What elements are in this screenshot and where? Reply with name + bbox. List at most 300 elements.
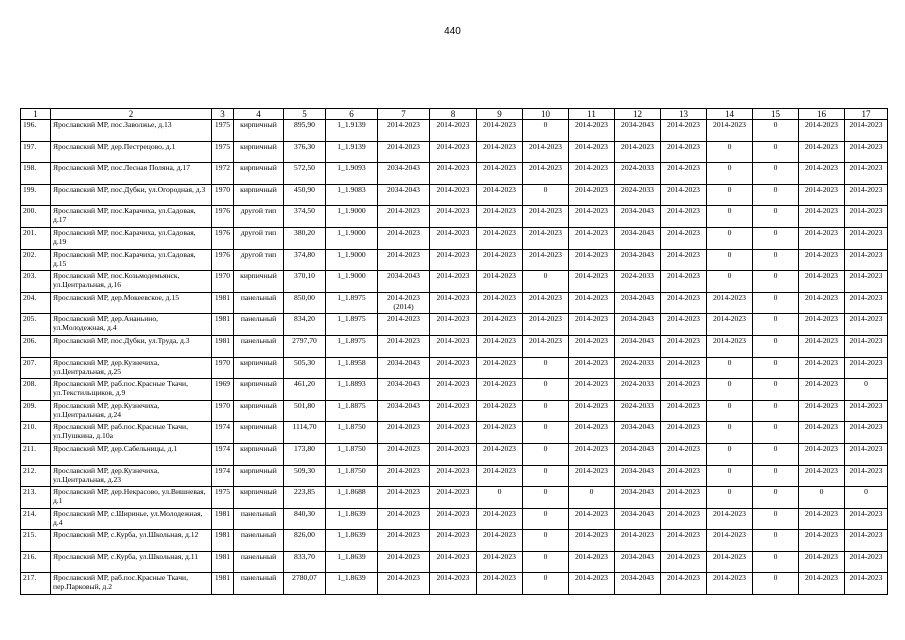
period-cell-col-13: 2014-2023 — [661, 487, 707, 509]
row-number-cell: 213. — [21, 487, 51, 509]
period-cell-col-15: 0 — [753, 314, 799, 336]
period-cell-col-15: 0 — [753, 400, 799, 422]
period-cell-col-17: 2014-2023 — [845, 400, 888, 422]
column-number-10: 10 — [523, 109, 569, 120]
period-cell-col-7: 2014-2023 — [378, 573, 430, 595]
period-cell-col-11: 2014-2023 — [569, 551, 615, 573]
period-cell-col-16: 2014-2023 — [799, 573, 845, 595]
period-cell-col-7: 2014-2023 — [378, 530, 430, 552]
period-cell-col-15: 0 — [753, 184, 799, 206]
row-number-cell: 215. — [21, 530, 51, 552]
year-cell: 1970 — [212, 271, 234, 293]
period-cell-col-8: 2014-2023 — [430, 465, 477, 487]
period-cell-col-8: 2014-2023 — [430, 443, 477, 465]
year-cell: 1975 — [212, 487, 234, 509]
year-cell: 1981 — [212, 314, 234, 336]
wall-material-cell: кирпичный — [234, 184, 284, 206]
period-cell-col-17: 2014-2023 — [845, 271, 888, 293]
period-cell-col-13: 2014-2023 — [661, 465, 707, 487]
period-cell-col-10: 2014-2023 — [523, 249, 569, 271]
area-cell: 505,30 — [284, 357, 326, 379]
period-cell-col-8: 2014-2023 — [430, 487, 477, 509]
period-cell-col-7: 2034-2043 — [378, 271, 430, 293]
period-cell-col-14: 0 — [707, 379, 753, 401]
period-cell-col-10: 2014-2023 — [523, 141, 569, 163]
period-cell-col-15: 0 — [753, 443, 799, 465]
period-cell-col-10: 0 — [523, 271, 569, 293]
table-row — [21, 443, 888, 465]
period-cell-col-11: 2014-2023 — [569, 573, 615, 595]
period-cell-col-11: 2014-2023 — [569, 379, 615, 401]
period-cell-col-16: 2014-2023 — [799, 357, 845, 379]
period-cell-col-13: 2014-2023 — [661, 314, 707, 336]
row-number-cell: 202. — [21, 249, 51, 271]
area-cell: 826,00 — [284, 530, 326, 552]
column-number-6: 6 — [326, 109, 378, 120]
period-cell-col-11: 2014-2023 — [569, 465, 615, 487]
wall-material-cell: кирпичный — [234, 357, 284, 379]
period-cell-col-17: 2014-2023 — [845, 443, 888, 465]
period-cell-col-16: 2014-2023 — [799, 141, 845, 163]
period-cell-col-7: 2034-2043 — [378, 357, 430, 379]
period-cell-col-11: 2014-2023 — [569, 530, 615, 552]
period-cell-col-7: 2014-2023 (2014) — [378, 292, 430, 314]
period-cell-col-9: 2014-2023 — [477, 357, 523, 379]
row-number-cell: 209. — [21, 400, 51, 422]
row-number-cell: 208. — [21, 379, 51, 401]
period-cell-col-10: 0 — [523, 551, 569, 573]
period-cell-col-8: 2014-2023 — [430, 292, 477, 314]
wall-material-cell: другой тип — [234, 227, 284, 249]
period-cell-col-8: 2014-2023 — [430, 227, 477, 249]
period-cell-col-7: 2014-2023 — [378, 487, 430, 509]
table-row — [21, 422, 888, 444]
period-cell-col-12: 2034-2043 — [615, 422, 661, 444]
area-cell: 833,70 — [284, 551, 326, 573]
period-cell-col-13: 2014-2023 — [661, 227, 707, 249]
period-cell-col-7: 2014-2023 — [378, 206, 430, 228]
rating-cell: 1_1.8750 — [326, 422, 378, 444]
column-number-5: 5 — [284, 109, 326, 120]
table-row — [21, 335, 888, 357]
period-cell-col-12: 2034-2043 — [615, 551, 661, 573]
period-cell-col-11: 2014-2023 — [569, 422, 615, 444]
period-cell-col-8: 2014-2023 — [430, 530, 477, 552]
table-row — [21, 487, 888, 509]
period-cell-col-13: 2014-2023 — [661, 508, 707, 530]
period-cell-col-10: 0 — [523, 573, 569, 595]
period-cell-col-7: 2014-2023 — [378, 249, 430, 271]
period-cell-col-7: 2014-2023 — [378, 141, 430, 163]
year-cell: 1970 — [212, 357, 234, 379]
period-cell-col-8: 2014-2023 — [430, 314, 477, 336]
year-cell: 1970 — [212, 400, 234, 422]
period-cell-col-9: 2014-2023 — [477, 163, 523, 185]
wall-material-cell: кирпичный — [234, 120, 284, 142]
rating-cell: 1_1.9139 — [326, 120, 378, 142]
period-cell-col-7: 2034-2043 — [378, 163, 430, 185]
rating-cell: 1_1.8750 — [326, 465, 378, 487]
period-cell-col-10: 0 — [523, 487, 569, 509]
period-cell-col-11: 2014-2023 — [569, 184, 615, 206]
period-cell-col-7: 2034-2043 — [378, 379, 430, 401]
column-number-14: 14 — [707, 109, 753, 120]
period-cell-col-12: 2034-2043 — [615, 120, 661, 142]
period-cell-col-8: 2014-2023 — [430, 120, 477, 142]
period-cell-col-10: 0 — [523, 443, 569, 465]
year-cell: 1969 — [212, 379, 234, 401]
period-cell-col-11: 2014-2023 — [569, 227, 615, 249]
period-cell-col-17: 2014-2023 — [845, 206, 888, 228]
period-cell-col-16: 2014-2023 — [799, 335, 845, 357]
table-row — [21, 551, 888, 573]
period-cell-col-14: 2014-2023 — [707, 120, 753, 142]
period-cell-col-9: 2014-2023 — [477, 551, 523, 573]
wall-material-cell: кирпичный — [234, 400, 284, 422]
period-cell-col-15: 0 — [753, 206, 799, 228]
period-cell-col-12: 2034-2043 — [615, 465, 661, 487]
year-cell: 1981 — [212, 573, 234, 595]
period-cell-col-15: 0 — [753, 465, 799, 487]
period-cell-col-8: 2014-2023 — [430, 573, 477, 595]
year-cell: 1974 — [212, 443, 234, 465]
table-row — [21, 314, 888, 336]
year-cell: 1981 — [212, 508, 234, 530]
period-cell-col-10: 0 — [523, 422, 569, 444]
period-cell-col-14: 0 — [707, 443, 753, 465]
row-number-cell: 201. — [21, 227, 51, 249]
rating-cell: 1_1.9000 — [326, 227, 378, 249]
year-cell: 1970 — [212, 184, 234, 206]
period-cell-col-16: 2014-2023 — [799, 120, 845, 142]
period-cell-col-14: 0 — [707, 249, 753, 271]
row-number-cell: 211. — [21, 443, 51, 465]
column-number-row — [21, 109, 888, 120]
period-cell-col-17: 2014-2023 — [845, 551, 888, 573]
column-number-3: 3 — [212, 109, 234, 120]
housing-register-table — [20, 108, 888, 595]
period-cell-col-9: 2014-2023 — [477, 184, 523, 206]
area-cell: 380,20 — [284, 227, 326, 249]
row-number-cell: 199. — [21, 184, 51, 206]
period-cell-col-12: 2024-2033 — [615, 184, 661, 206]
period-cell-col-14: 2014-2023 — [707, 292, 753, 314]
address-cell: Ярославский МР, с.Ширинье, ул.Молодежная, д.4 — [51, 508, 212, 530]
column-number-8: 8 — [430, 109, 477, 120]
row-number-cell: 198. — [21, 163, 51, 185]
column-number-15: 15 — [753, 109, 799, 120]
wall-material-cell: кирпичный — [234, 163, 284, 185]
table-row — [21, 508, 888, 530]
period-cell-col-10: 0 — [523, 400, 569, 422]
area-cell: 376,30 — [284, 141, 326, 163]
period-cell-col-8: 2014-2023 — [430, 163, 477, 185]
period-cell-col-15: 0 — [753, 508, 799, 530]
period-cell-col-16: 2014-2023 — [799, 508, 845, 530]
period-cell-col-11: 2014-2023 — [569, 292, 615, 314]
period-cell-col-15: 0 — [753, 141, 799, 163]
period-cell-col-16: 2014-2023 — [799, 292, 845, 314]
area-cell: 895,90 — [284, 120, 326, 142]
period-cell-col-17: 2014-2023 — [845, 184, 888, 206]
period-cell-col-8: 2014-2023 — [430, 271, 477, 293]
period-cell-col-8: 2014-2023 — [430, 249, 477, 271]
row-number-cell: 207. — [21, 357, 51, 379]
address-cell: Ярославский МР, с.Курба, ул.Школьная, д.11 — [51, 551, 212, 573]
period-cell-col-10: 2014-2023 — [523, 335, 569, 357]
row-number-cell: 205. — [21, 314, 51, 336]
period-cell-col-14: 0 — [707, 271, 753, 293]
wall-material-cell: панельный — [234, 314, 284, 336]
period-cell-col-13: 2014-2023 — [661, 422, 707, 444]
period-cell-col-16: 2014-2023 — [799, 465, 845, 487]
address-cell: Ярославский МР, пос.Карачиха, ул.Садовая, д.19 — [51, 227, 212, 249]
period-cell-col-17: 2014-2023 — [845, 357, 888, 379]
period-cell-col-16: 2014-2023 — [799, 422, 845, 444]
wall-material-cell: кирпичный — [234, 422, 284, 444]
period-cell-col-10: 0 — [523, 357, 569, 379]
period-cell-col-11: 2014-2023 — [569, 400, 615, 422]
wall-material-cell: кирпичный — [234, 443, 284, 465]
period-cell-col-14: 2014-2023 — [707, 335, 753, 357]
table-row — [21, 271, 888, 293]
period-cell-col-12: 2034-2043 — [615, 249, 661, 271]
period-cell-col-9: 2014-2023 — [477, 206, 523, 228]
wall-material-cell: другой тип — [234, 249, 284, 271]
rating-cell: 1_1.8688 — [326, 487, 378, 509]
period-cell-col-11: 2014-2023 — [569, 271, 615, 293]
address-cell: Ярославский МР, раб.пос.Красные Ткачи, ул.Пушкина, д.10а — [51, 422, 212, 444]
period-cell-col-12: 2034-2043 — [615, 508, 661, 530]
area-cell: 374,50 — [284, 206, 326, 228]
period-cell-col-13: 2014-2023 — [661, 271, 707, 293]
area-cell: 370,10 — [284, 271, 326, 293]
period-cell-col-12: 2034-2043 — [615, 335, 661, 357]
period-cell-col-10: 0 — [523, 530, 569, 552]
row-number-cell: 216. — [21, 551, 51, 573]
year-cell: 1981 — [212, 292, 234, 314]
row-number-cell: 212. — [21, 465, 51, 487]
period-cell-col-7: 2014-2023 — [378, 422, 430, 444]
period-cell-col-17: 0 — [845, 487, 888, 509]
period-cell-col-10: 2014-2023 — [523, 292, 569, 314]
period-cell-col-9: 2014-2023 — [477, 379, 523, 401]
period-cell-col-15: 0 — [753, 422, 799, 444]
period-cell-col-16: 2014-2023 — [799, 551, 845, 573]
period-cell-col-8: 2014-2023 — [430, 379, 477, 401]
year-cell: 1974 — [212, 422, 234, 444]
address-cell: Ярославский МР, дер.Ананьино, ул.Молодежная, д.4 — [51, 314, 212, 336]
period-cell-col-9: 2014-2023 — [477, 141, 523, 163]
address-cell: Ярославский МР, дер.Кузнечиха, ул.Центральная, д.24 — [51, 400, 212, 422]
period-cell-col-12: 2014-2023 — [615, 141, 661, 163]
period-cell-col-16: 2014-2023 — [799, 163, 845, 185]
address-cell: Ярославский МР, пос.Карачиха, ул.Садовая, д.15 — [51, 249, 212, 271]
period-cell-col-12: 2024-2033 — [615, 163, 661, 185]
area-cell: 1114,70 — [284, 422, 326, 444]
period-cell-col-12: 2024-2033 — [615, 379, 661, 401]
wall-material-cell: кирпичный — [234, 271, 284, 293]
period-cell-col-7: 2034-2043 — [378, 184, 430, 206]
rating-cell: 1_1.8975 — [326, 335, 378, 357]
period-cell-col-9: 0 — [477, 487, 523, 509]
period-cell-col-9: 2014-2023 — [477, 465, 523, 487]
period-cell-col-15: 0 — [753, 487, 799, 509]
address-cell: Ярославский МР, пос.Козьмодемьянск, ул.Центральная, д.16 — [51, 271, 212, 293]
period-cell-col-17: 2014-2023 — [845, 120, 888, 142]
period-cell-col-14: 2014-2023 — [707, 551, 753, 573]
period-cell-col-13: 2014-2023 — [661, 551, 707, 573]
period-cell-col-16: 2014-2023 — [799, 206, 845, 228]
period-cell-col-8: 2014-2023 — [430, 400, 477, 422]
period-cell-col-13: 2014-2023 — [661, 357, 707, 379]
period-cell-col-11: 2014-2023 — [569, 120, 615, 142]
wall-material-cell: другой тип — [234, 206, 284, 228]
period-cell-col-13: 2014-2023 — [661, 163, 707, 185]
period-cell-col-10: 0 — [523, 120, 569, 142]
period-cell-col-16: 2014-2023 — [799, 530, 845, 552]
period-cell-col-15: 0 — [753, 357, 799, 379]
period-cell-col-9: 2014-2023 — [477, 314, 523, 336]
period-cell-col-12: 2034-2043 — [615, 292, 661, 314]
area-cell: 2797,70 — [284, 335, 326, 357]
row-number-cell: 210. — [21, 422, 51, 444]
period-cell-col-15: 0 — [753, 120, 799, 142]
row-number-cell: 217. — [21, 573, 51, 595]
period-cell-col-14: 0 — [707, 163, 753, 185]
table-row — [21, 400, 888, 422]
period-cell-col-9: 2014-2023 — [477, 335, 523, 357]
period-cell-col-7: 2014-2023 — [378, 465, 430, 487]
period-cell-col-8: 2014-2023 — [430, 184, 477, 206]
period-cell-col-7: 2014-2023 — [378, 443, 430, 465]
area-cell: 2780,07 — [284, 573, 326, 595]
period-cell-col-15: 0 — [753, 292, 799, 314]
period-cell-col-9: 2014-2023 — [477, 508, 523, 530]
period-cell-col-15: 0 — [753, 249, 799, 271]
row-number-cell: 214. — [21, 508, 51, 530]
period-cell-col-13: 2014-2023 — [661, 120, 707, 142]
period-cell-col-14: 2014-2023 — [707, 530, 753, 552]
period-cell-col-17: 2014-2023 — [845, 227, 888, 249]
period-cell-col-14: 2014-2023 — [707, 573, 753, 595]
column-number-13: 13 — [661, 109, 707, 120]
area-cell: 374,80 — [284, 249, 326, 271]
address-cell: Ярославский МР, дер.Кузнечиха, ул.Центральная, д.25 — [51, 357, 212, 379]
period-cell-col-15: 0 — [753, 163, 799, 185]
column-number-16: 16 — [799, 109, 845, 120]
column-number-9: 9 — [477, 109, 523, 120]
period-cell-col-11: 0 — [569, 487, 615, 509]
period-cell-col-14: 0 — [707, 465, 753, 487]
period-cell-col-7: 2014-2023 — [378, 551, 430, 573]
period-cell-col-15: 0 — [753, 335, 799, 357]
period-cell-col-10: 2014-2023 — [523, 206, 569, 228]
year-cell: 1981 — [212, 530, 234, 552]
period-cell-col-8: 2014-2023 — [430, 141, 477, 163]
period-cell-col-13: 2014-2023 — [661, 530, 707, 552]
period-cell-col-17: 2014-2023 — [845, 508, 888, 530]
period-cell-col-9: 2014-2023 — [477, 271, 523, 293]
address-cell: Ярославский МР, раб.пос.Красные Ткачи, ул.Текстильщиков, д.9 — [51, 379, 212, 401]
period-cell-col-16: 2014-2023 — [799, 271, 845, 293]
period-cell-col-8: 2014-2023 — [430, 422, 477, 444]
period-cell-col-12: 2034-2043 — [615, 227, 661, 249]
table-row — [21, 206, 888, 228]
table-row — [21, 249, 888, 271]
wall-material-cell: кирпичный — [234, 465, 284, 487]
period-cell-col-12: 2024-2033 — [615, 400, 661, 422]
table-row — [21, 227, 888, 249]
period-cell-col-11: 2014-2023 — [569, 314, 615, 336]
year-cell: 1976 — [212, 206, 234, 228]
address-cell: Ярославский МР, дер.Мокеевское, д.15 — [51, 292, 212, 314]
period-cell-col-9: 2014-2023 — [477, 400, 523, 422]
period-cell-col-7: 2014-2023 — [378, 508, 430, 530]
row-number-cell: 204. — [21, 292, 51, 314]
address-cell: Ярославский МР, пос.Дубки, ул.Огородная, д.3 — [51, 184, 212, 206]
area-cell: 173,80 — [284, 443, 326, 465]
period-cell-col-11: 2014-2023 — [569, 335, 615, 357]
period-cell-col-17: 2014-2023 — [845, 292, 888, 314]
area-cell: 461,20 — [284, 379, 326, 401]
period-cell-col-10: 2014-2023 — [523, 227, 569, 249]
period-cell-col-16: 0 — [799, 487, 845, 509]
table-row — [21, 379, 888, 401]
period-cell-col-15: 0 — [753, 379, 799, 401]
period-cell-col-9: 2014-2023 — [477, 249, 523, 271]
address-cell: Ярославский МР, дер.Сабельницы, д.1 — [51, 443, 212, 465]
period-cell-col-11: 2014-2023 — [569, 141, 615, 163]
area-cell: 450,90 — [284, 184, 326, 206]
period-cell-col-13: 2014-2023 — [661, 249, 707, 271]
rating-cell: 1_1.8639 — [326, 551, 378, 573]
period-cell-col-12: 2034-2043 — [615, 443, 661, 465]
wall-material-cell: панельный — [234, 530, 284, 552]
period-cell-col-13: 2014-2023 — [661, 335, 707, 357]
period-cell-col-14: 2014-2023 — [707, 314, 753, 336]
period-cell-col-15: 0 — [753, 227, 799, 249]
period-cell-col-15: 0 — [753, 573, 799, 595]
column-number-1: 1 — [21, 109, 51, 120]
period-cell-col-10: 0 — [523, 465, 569, 487]
period-cell-col-14: 2014-2023 — [707, 508, 753, 530]
wall-material-cell: кирпичный — [234, 379, 284, 401]
year-cell: 1981 — [212, 551, 234, 573]
rating-cell: 1_1.8639 — [326, 530, 378, 552]
period-cell-col-12: 2034-2043 — [615, 487, 661, 509]
period-cell-col-13: 2014-2023 — [661, 206, 707, 228]
period-cell-col-16: 2014-2023 — [799, 184, 845, 206]
address-cell: Ярославский МР, дер.Кузнечиха, ул.Центральная, д.23 — [51, 465, 212, 487]
period-cell-col-17: 2014-2023 — [845, 249, 888, 271]
period-cell-col-12: 2024-2033 — [615, 357, 661, 379]
period-cell-col-12: 2024-2033 — [615, 271, 661, 293]
period-cell-col-7: 2014-2023 — [378, 314, 430, 336]
rating-cell: 1_1.9000 — [326, 206, 378, 228]
period-cell-col-13: 2014-2023 — [661, 400, 707, 422]
period-cell-col-10: 2014-2023 — [523, 163, 569, 185]
period-cell-col-7: 2014-2023 — [378, 120, 430, 142]
period-cell-col-17: 2014-2023 — [845, 163, 888, 185]
wall-material-cell: кирпичный — [234, 141, 284, 163]
period-cell-col-9: 2014-2023 — [477, 292, 523, 314]
period-cell-col-12: 2034-2043 — [615, 206, 661, 228]
year-cell: 1972 — [212, 163, 234, 185]
period-cell-col-14: 0 — [707, 184, 753, 206]
rating-cell: 1_1.9000 — [326, 271, 378, 293]
page-number: 440 — [444, 26, 461, 37]
